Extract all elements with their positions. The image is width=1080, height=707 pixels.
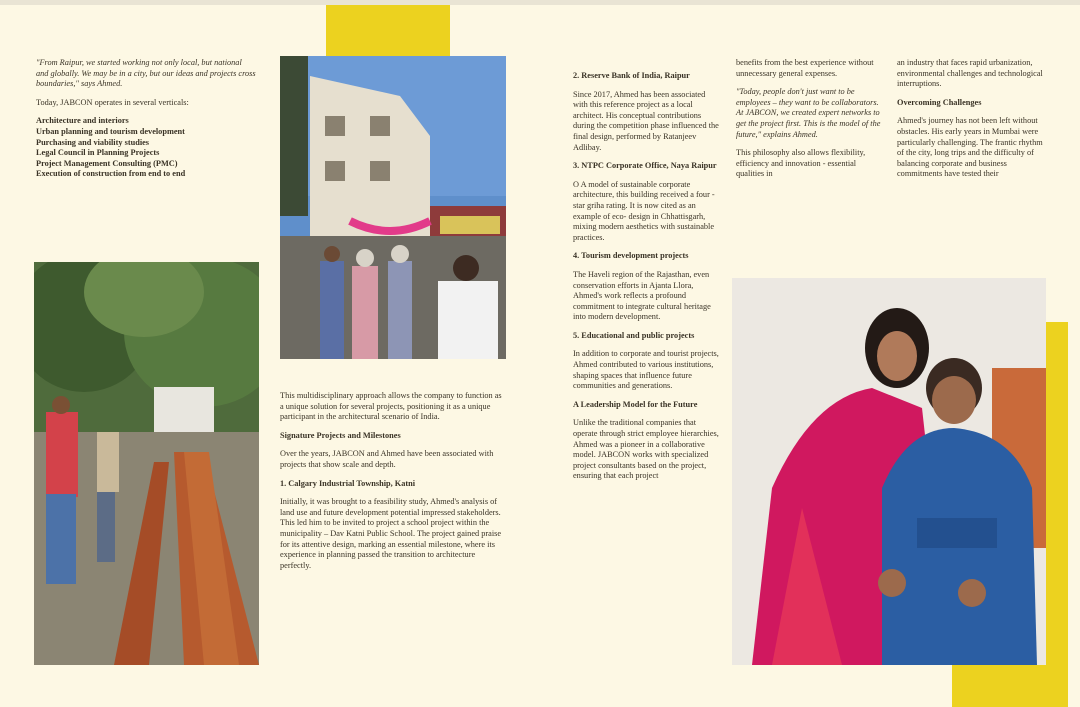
approach-paragraph: This multidisciplinary approach allows the company to function as a unique solution for several projects, positioning it as a unique participant in the architectural scenario of India.: [280, 391, 502, 422]
section-heading-challenges: Overcoming Challenges: [897, 97, 982, 107]
industry-text: an industry that faces rapid urbanization, environmental challenges and technological interruptions.: [897, 58, 1043, 89]
section-heading-leadership: A Leadership Model for the Future: [573, 399, 698, 409]
photo-building-ceremony: [280, 56, 506, 359]
project-text-katni: Initially, it was brought to a feasibility study, Ahmed's analysis of land use and future development potential impressed stakeholders. This led him to be invited to project a school project within the municipality – Dav Katni Public School. The project gained praise for its attentive design, marking an essential milestone, where its experience in planning passed the transition to architecture perfectly.: [280, 497, 502, 570]
project-heading-rbi: 2. Reserve Bank of India, Raipur: [573, 71, 690, 80]
section-heading-milestones: Signature Projects and Milestones: [280, 430, 401, 440]
photo-construction-site: [34, 262, 259, 665]
project-heading-tourism: 4. Tourism development projects: [573, 251, 689, 261]
project-heading-katni: 1. Calgary Industrial Township, Katni: [280, 478, 416, 488]
column-4: [736, 58, 886, 188]
project-heading-education: 5. Educational and public projects: [573, 330, 695, 340]
column-1: [36, 58, 256, 188]
opening-quote: "From Raipur, we started working not only local, but national and globally. We may be in a city, but our ideas and projects cross boundaries," says Ahmed.: [36, 58, 256, 89]
accent-block-right: [1046, 322, 1068, 707]
verticals-intro: Today, JABCON operates in several verticals:: [36, 97, 189, 107]
milestones-intro: Over the years, JABCON and Ahmed have been associated with projects that show scale and depth.: [280, 449, 494, 469]
project-text-ntpc: O A model of sustainable corporate architecture, this building received a four -star griha rating. It is now cited as an example of eco- design in Chhattisgarh, mixing modern aesthetics with sustainable practices.: [573, 179, 715, 242]
challenges-text: Ahmed's journey has not been left without obstacles. His early years in Mumbai were particularly challenging. The frantic rhythm of the city, long trips and the difficulty of balancing corporate and business commitments have tested their: [897, 116, 1043, 179]
philosophy-text: This philosophy also allows flexibility, efficiency and innovation - essential qualities in: [736, 148, 866, 179]
vertical-item: Architecture and interiors: [36, 116, 129, 126]
project-text-rbi: Since 2017, Ahmed has been associated with this reference project as a local architect. His conceptual contributions during the competition phase influenced the final design, performed by Ratanjeev Adlibay.: [573, 89, 719, 152]
photo-portrait-couple: [732, 278, 1046, 665]
leadership-text: Unlike the traditional companies that operate through strict employee hierarchies, Ahmed was a pioneer in a collaborative model. JABCON works with specialized project consultants based on the project, ensuring that each project: [573, 418, 719, 481]
project-heading-ntpc: 3. NTPC Corporate Office, Naya Raipur: [573, 161, 717, 171]
project-text-education: In addition to corporate and tourist projects, Ahmed contributed to various institutions, shaping spaces that influence future communities and generations.: [573, 349, 719, 391]
vertical-item: Execution of construction from end to end: [36, 169, 186, 179]
vertical-item: Legal Council in Planning Projects: [36, 148, 160, 158]
accent-block-bottom: [952, 664, 1068, 707]
vertical-item: Project Management Consulting (PMC): [36, 158, 178, 168]
collaborators-quote: "Today, people don't just want to be employees – they want to be collaborators. At JABCON, we created expert networks to get the project first. This is the model of the future," explains Ahmed.: [736, 87, 881, 139]
column-5: [897, 58, 1047, 188]
verticals-list: [36, 116, 256, 180]
vertical-item: Purchasing and viability studies: [36, 137, 150, 147]
vertical-item: Urban planning and tourism development: [36, 126, 185, 136]
accent-block-top: [326, 5, 450, 56]
benefits-text: benefits from the best experience without unnecessary general expenses.: [736, 58, 874, 78]
column-2: [280, 391, 504, 579]
column-3: [573, 71, 721, 490]
top-edge: [0, 0, 1080, 5]
project-text-tourism: The Haveli region of the Rajasthan, even conservation efforts in Ajanta Llora, Ahmed's work reflects a profound commitment to integrate cultural heritage into modern development.: [573, 269, 711, 322]
